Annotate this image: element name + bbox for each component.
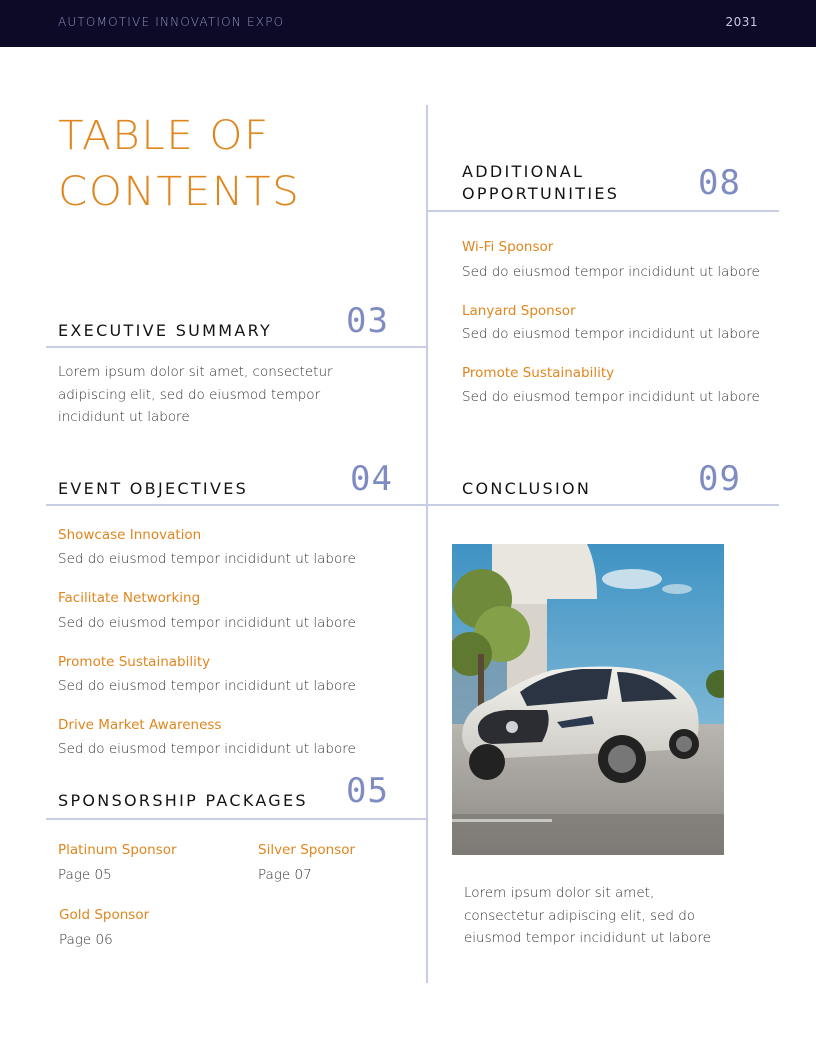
top-bar [0,0,816,47]
divider-executive-summary [46,346,427,348]
objective-desc: Sed do eiusmod tempor incididunt ut labore [58,615,356,631]
opportunity-title: Wi-Fi Sponsor [462,239,554,255]
page-title-line-2: CONTENTS [58,169,301,215]
page-title-line-1: TABLE OF [58,113,270,159]
sponsor-tier-page: Page 06 [59,932,113,948]
section-number-executive-summary: 03 [346,301,389,341]
opportunity-desc: Sed do eiusmod tempor incididunt ut labore [462,389,760,405]
opportunity-title: Promote Sustainability [462,365,615,381]
sponsor-tier-title: Platinum Sponsor [58,842,177,858]
section-number-additional-opportunities: 08 [698,163,741,203]
objective-title: Promote Sustainability [58,654,211,670]
car-photo [452,544,724,855]
column-divider [426,105,428,983]
section-heading-conclusion: CONCLUSION [462,479,592,498]
objective-title: Showcase Innovation [58,527,202,543]
objective-title: Drive Market Awareness [58,717,222,733]
event-brand: AUTOMOTIVE INNOVATION EXPO [58,15,285,29]
section-number-sponsorship-packages: 05 [346,771,389,811]
opportunity-desc: Sed do eiusmod tempor incididunt ut labore [462,326,760,342]
page-title [58,108,300,220]
objective-desc: Sed do eiusmod tempor incididunt ut labore [58,678,356,694]
conclusion-text: Lorem ipsum dolor sit amet, consectetur adipiscing elit, sed do eiusmod tempor incididunt ut labore [464,885,711,946]
objective-desc: Sed do eiusmod tempor incididunt ut labore [58,741,356,757]
divider-additional-opportunities [427,210,779,212]
section-number-event-objectives: 04 [350,459,393,499]
objective-desc: Sed do eiusmod tempor incididunt ut labore [58,551,356,567]
sponsor-tier-title: Gold Sponsor [59,907,150,923]
divider-sponsorship-packages [46,818,427,820]
opportunity-desc: Sed do eiusmod tempor incididunt ut labore [462,264,760,280]
section-heading-sponsorship-packages: SPONSORSHIP PACKAGES [58,791,308,810]
opportunity-title: Lanyard Sponsor [462,303,576,319]
objective-title: Facilitate Networking [58,590,201,606]
sponsor-tier-title: Silver Sponsor [258,842,356,858]
divider-event-objectives [46,504,779,506]
section-heading-additional-opportunities: ADDITIONAL OPPORTUNITIES [462,162,620,203]
section-heading-event-objectives: EVENT OBJECTIVES [58,479,249,498]
section-heading-executive-summary: EXECUTIVE SUMMARY [58,321,273,340]
section-number-conclusion: 09 [698,459,741,499]
executive-summary-text: Lorem ipsum dolor sit amet, consectetur adipiscing elit, sed do eiusmod tempor incididunt ut labore [58,364,333,425]
sponsor-tier-page: Page 05 [58,867,112,883]
event-year: 2031 [725,15,758,29]
sponsor-tier-page: Page 07 [258,867,312,883]
